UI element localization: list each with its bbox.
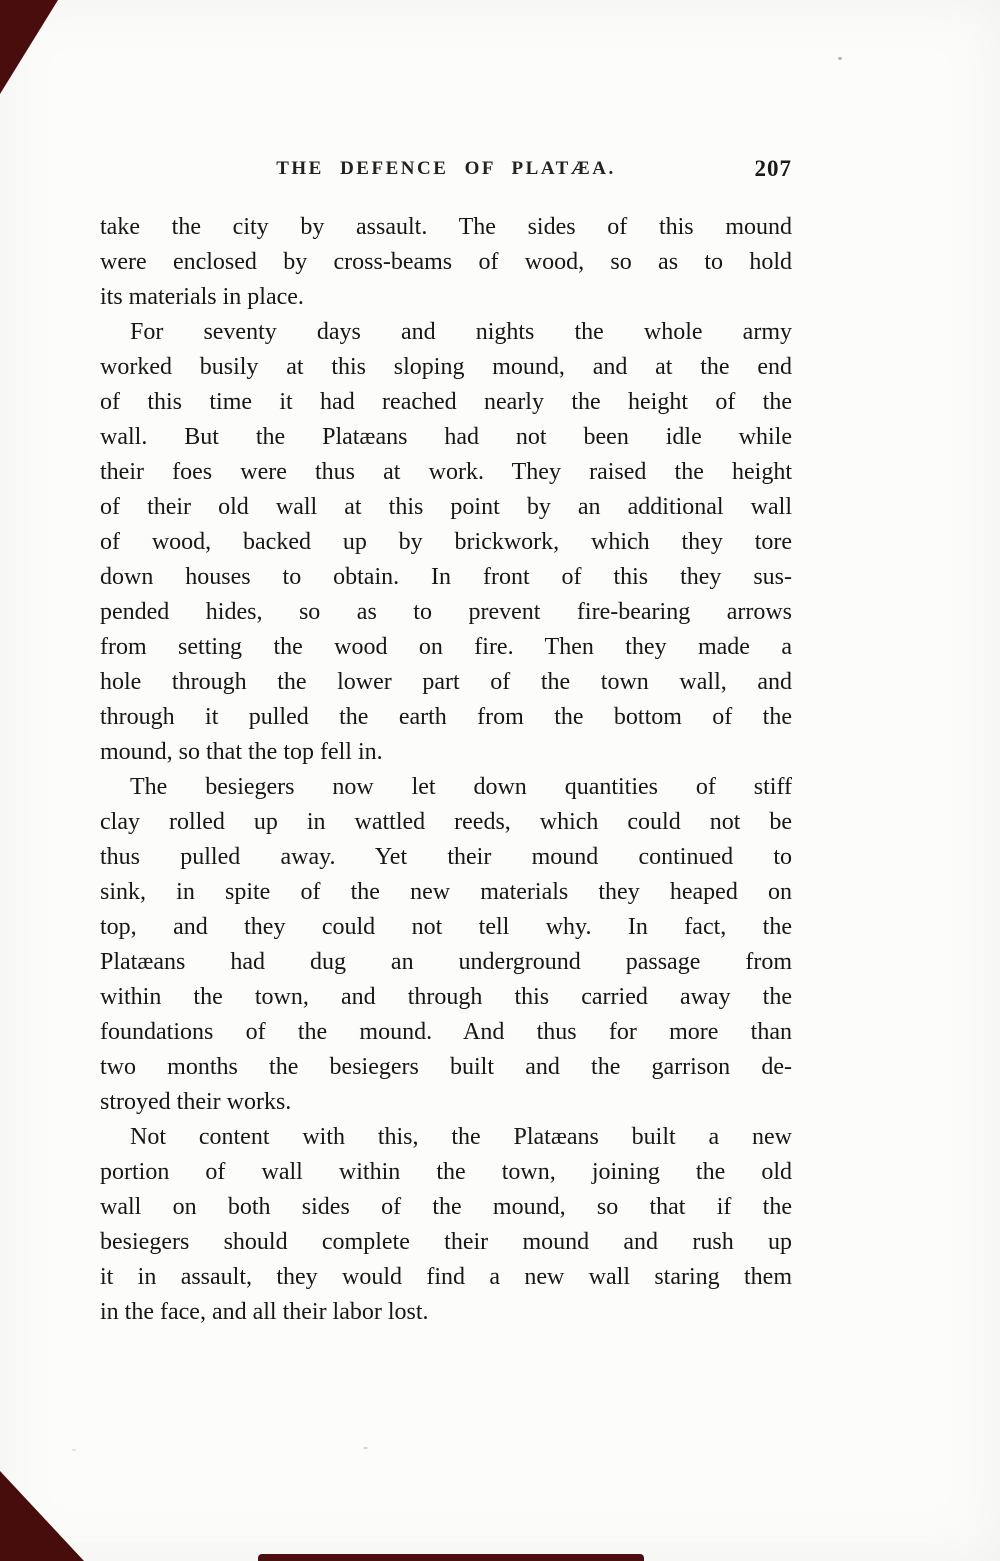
text-line: take the city by assault. The sides of this mound xyxy=(100,214,792,240)
text-line: foundations of the mound. And thus for more than xyxy=(100,1019,792,1045)
text-line: within the town, and through this carried away the xyxy=(100,984,792,1010)
text-line: besiegers should complete their mound and rush up xyxy=(100,1229,792,1255)
text-line: down houses to obtain. In front of this they sus- xyxy=(100,564,792,590)
text-line: were enclosed by cross-beams of wood, so as to hold xyxy=(100,249,792,275)
text-line: hole through the lower part of the town wall, and xyxy=(100,669,792,695)
text-line: stroyed their works. xyxy=(100,1089,292,1115)
text-line: in the face, and all their labor lost. xyxy=(100,1299,429,1325)
text-line: wall on both sides of the mound, so that if the xyxy=(100,1194,792,1220)
page-number: 207 xyxy=(754,156,792,181)
scan-artifact-bottom-left xyxy=(0,1471,84,1561)
text-line: clay rolled up in wattled reeds, which could not be xyxy=(100,809,792,835)
text-line: of wood, backed up by brickwork, which they tore xyxy=(100,529,792,555)
running-header xyxy=(100,158,792,186)
scan-speck xyxy=(363,1447,368,1449)
text-line: its materials in place. xyxy=(100,284,304,310)
text-line: thus pulled away. Yet their mound continued to xyxy=(100,844,792,870)
text-line: from setting the wood on fire. Then they made a xyxy=(100,634,792,660)
text-line: their foes were thus at work. They raised the height xyxy=(100,459,792,485)
text-line: Platæans had dug an underground passage from xyxy=(100,949,792,975)
text-line: worked busily at this sloping mound, and at the end xyxy=(100,354,792,380)
text-line: Not content with this, the Platæans built a new xyxy=(130,1124,792,1150)
running-title: THE DEFENCE OF PLATÆA. xyxy=(276,158,616,179)
text-line: sink, in spite of the new materials they heaped on xyxy=(100,879,792,905)
text-line: For seventy days and nights the whole army xyxy=(130,319,792,345)
body-text xyxy=(100,210,792,1330)
scan-speck xyxy=(838,57,842,60)
text-line: two months the besiegers built and the garrison de- xyxy=(100,1054,792,1080)
text-line: The besiegers now let down quantities of stiff xyxy=(130,774,792,800)
text-line: top, and they could not tell why. In fact, the xyxy=(100,914,792,940)
text-line: of this time it had reached nearly the height of the xyxy=(100,389,792,415)
text-line: portion of wall within the town, joining the old xyxy=(100,1159,792,1185)
text-line: of their old wall at this point by an additional wall xyxy=(100,494,792,520)
text-line: it in assault, they would find a new wall staring them xyxy=(100,1264,792,1290)
text-line: mound, so that the top fell in. xyxy=(100,739,383,765)
text-line: wall. But the Platæans had not been idle while xyxy=(100,424,792,450)
text-line: pended hides, so as to prevent fire-bearing arrows xyxy=(100,599,792,625)
text-line: through it pulled the earth from the bottom of the xyxy=(100,704,792,730)
scan-speck xyxy=(72,1449,76,1451)
scan-artifact-top-left xyxy=(0,0,58,94)
scan-artifact-bottom-strip xyxy=(258,1554,644,1561)
